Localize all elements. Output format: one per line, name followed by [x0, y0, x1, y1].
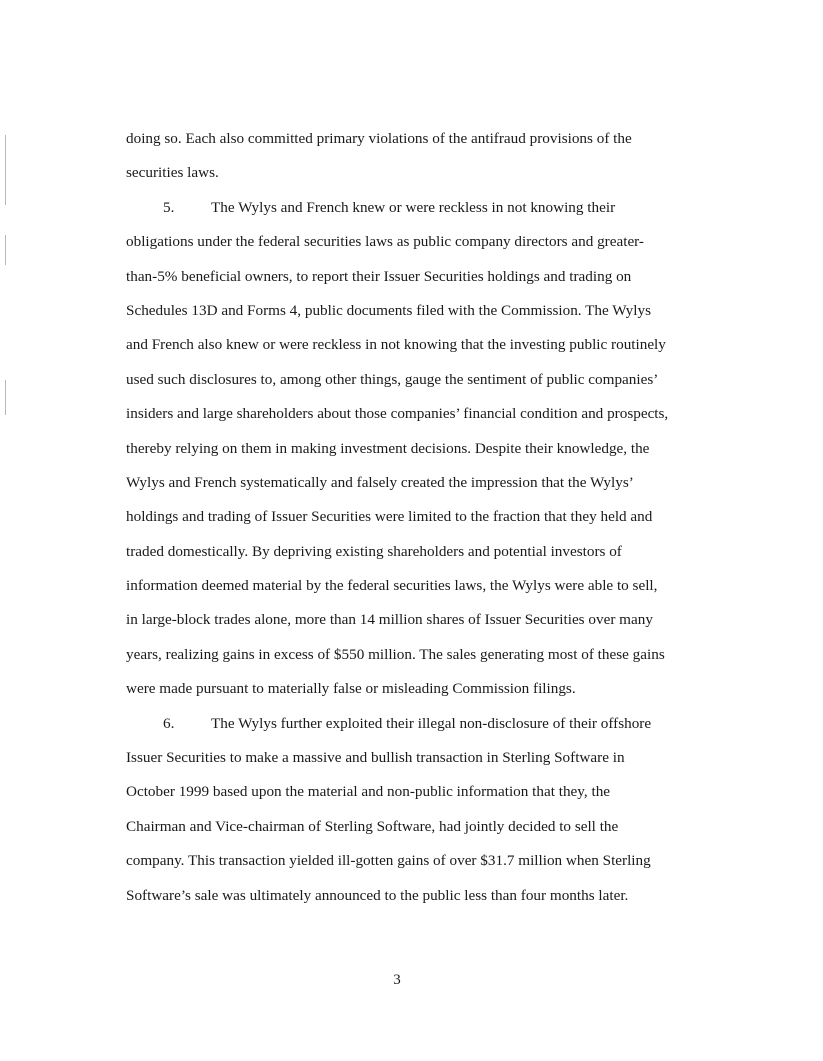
- text-line: traded domestically. By depriving existing shareholders and potential investors of: [126, 542, 622, 560]
- text-line: were made pursuant to materially false or misleading Commission filings.: [126, 680, 576, 698]
- scan-edge-mark: [5, 135, 6, 205]
- paragraph-6-first-line: [126, 713, 666, 747]
- text-line: obligations under the federal securities laws as public company directors and greater-: [126, 233, 644, 251]
- text-line: The Wylys further exploited their illegal non-disclosure of their offshore: [211, 714, 652, 732]
- scan-edge-mark: [5, 235, 6, 265]
- paragraph-number: 6.: [163, 714, 175, 732]
- text-line: in large-block trades alone, more than 14 million shares of Issuer Securities over many: [126, 611, 653, 629]
- text-line: than-5% beneficial owners, to report their Issuer Securities holdings and trading on: [126, 267, 632, 285]
- text-line: years, realizing gains in excess of $550 million. The sales generating most of these gains: [126, 645, 665, 663]
- text-line: October 1999 based upon the material and non-public information that they, the: [126, 783, 611, 801]
- text-line: insiders and large shareholders about those companies’ financial condition and prospects,: [126, 405, 669, 423]
- paragraph-number: 5.: [163, 198, 175, 216]
- text-line: information deemed material by the federal securities laws, the Wylys were able to sell,: [126, 577, 658, 595]
- text-line: company. This transaction yielded ill-gotten gains of over $31.7 million when Sterling: [126, 852, 651, 870]
- text-line: used such disclosures to, among other things, gauge the sentiment of public companies’: [126, 370, 659, 388]
- scan-edge-mark: [5, 380, 6, 415]
- body-text: [126, 128, 669, 919]
- text-line: Schedules 13D and Forms 4, public documents filed with the Commission. The Wylys: [126, 301, 651, 319]
- text-line: Wylys and French systematically and falsely created the impression that the Wylys’: [126, 473, 634, 491]
- text-line: Software’s sale was ultimately announced to the public less than four months later.: [126, 886, 629, 904]
- text-line: Issuer Securities to make a massive and bullish transaction in Sterling Software in: [126, 749, 625, 767]
- text-line: holdings and trading of Issuer Securities were limited to the fraction that they held and: [126, 508, 653, 526]
- text-line: thereby relying on them in making investment decisions. Despite their knowledge, the: [126, 439, 650, 457]
- text-line: securities laws.: [126, 164, 219, 182]
- text-line: Chairman and Vice-chairman of Sterling Software, had jointly decided to sell the: [126, 817, 619, 835]
- text-line: doing so. Each also committed primary violations of the antifraud provisions of the: [126, 130, 632, 147]
- page-number: 3: [393, 972, 401, 988]
- paragraph-5-first-line: [126, 197, 666, 231]
- text-line: The Wylys and French knew or were reckless in not knowing their: [211, 198, 616, 216]
- text-line: and French also knew or were reckless in not knowing that the investing public routinely: [126, 336, 666, 354]
